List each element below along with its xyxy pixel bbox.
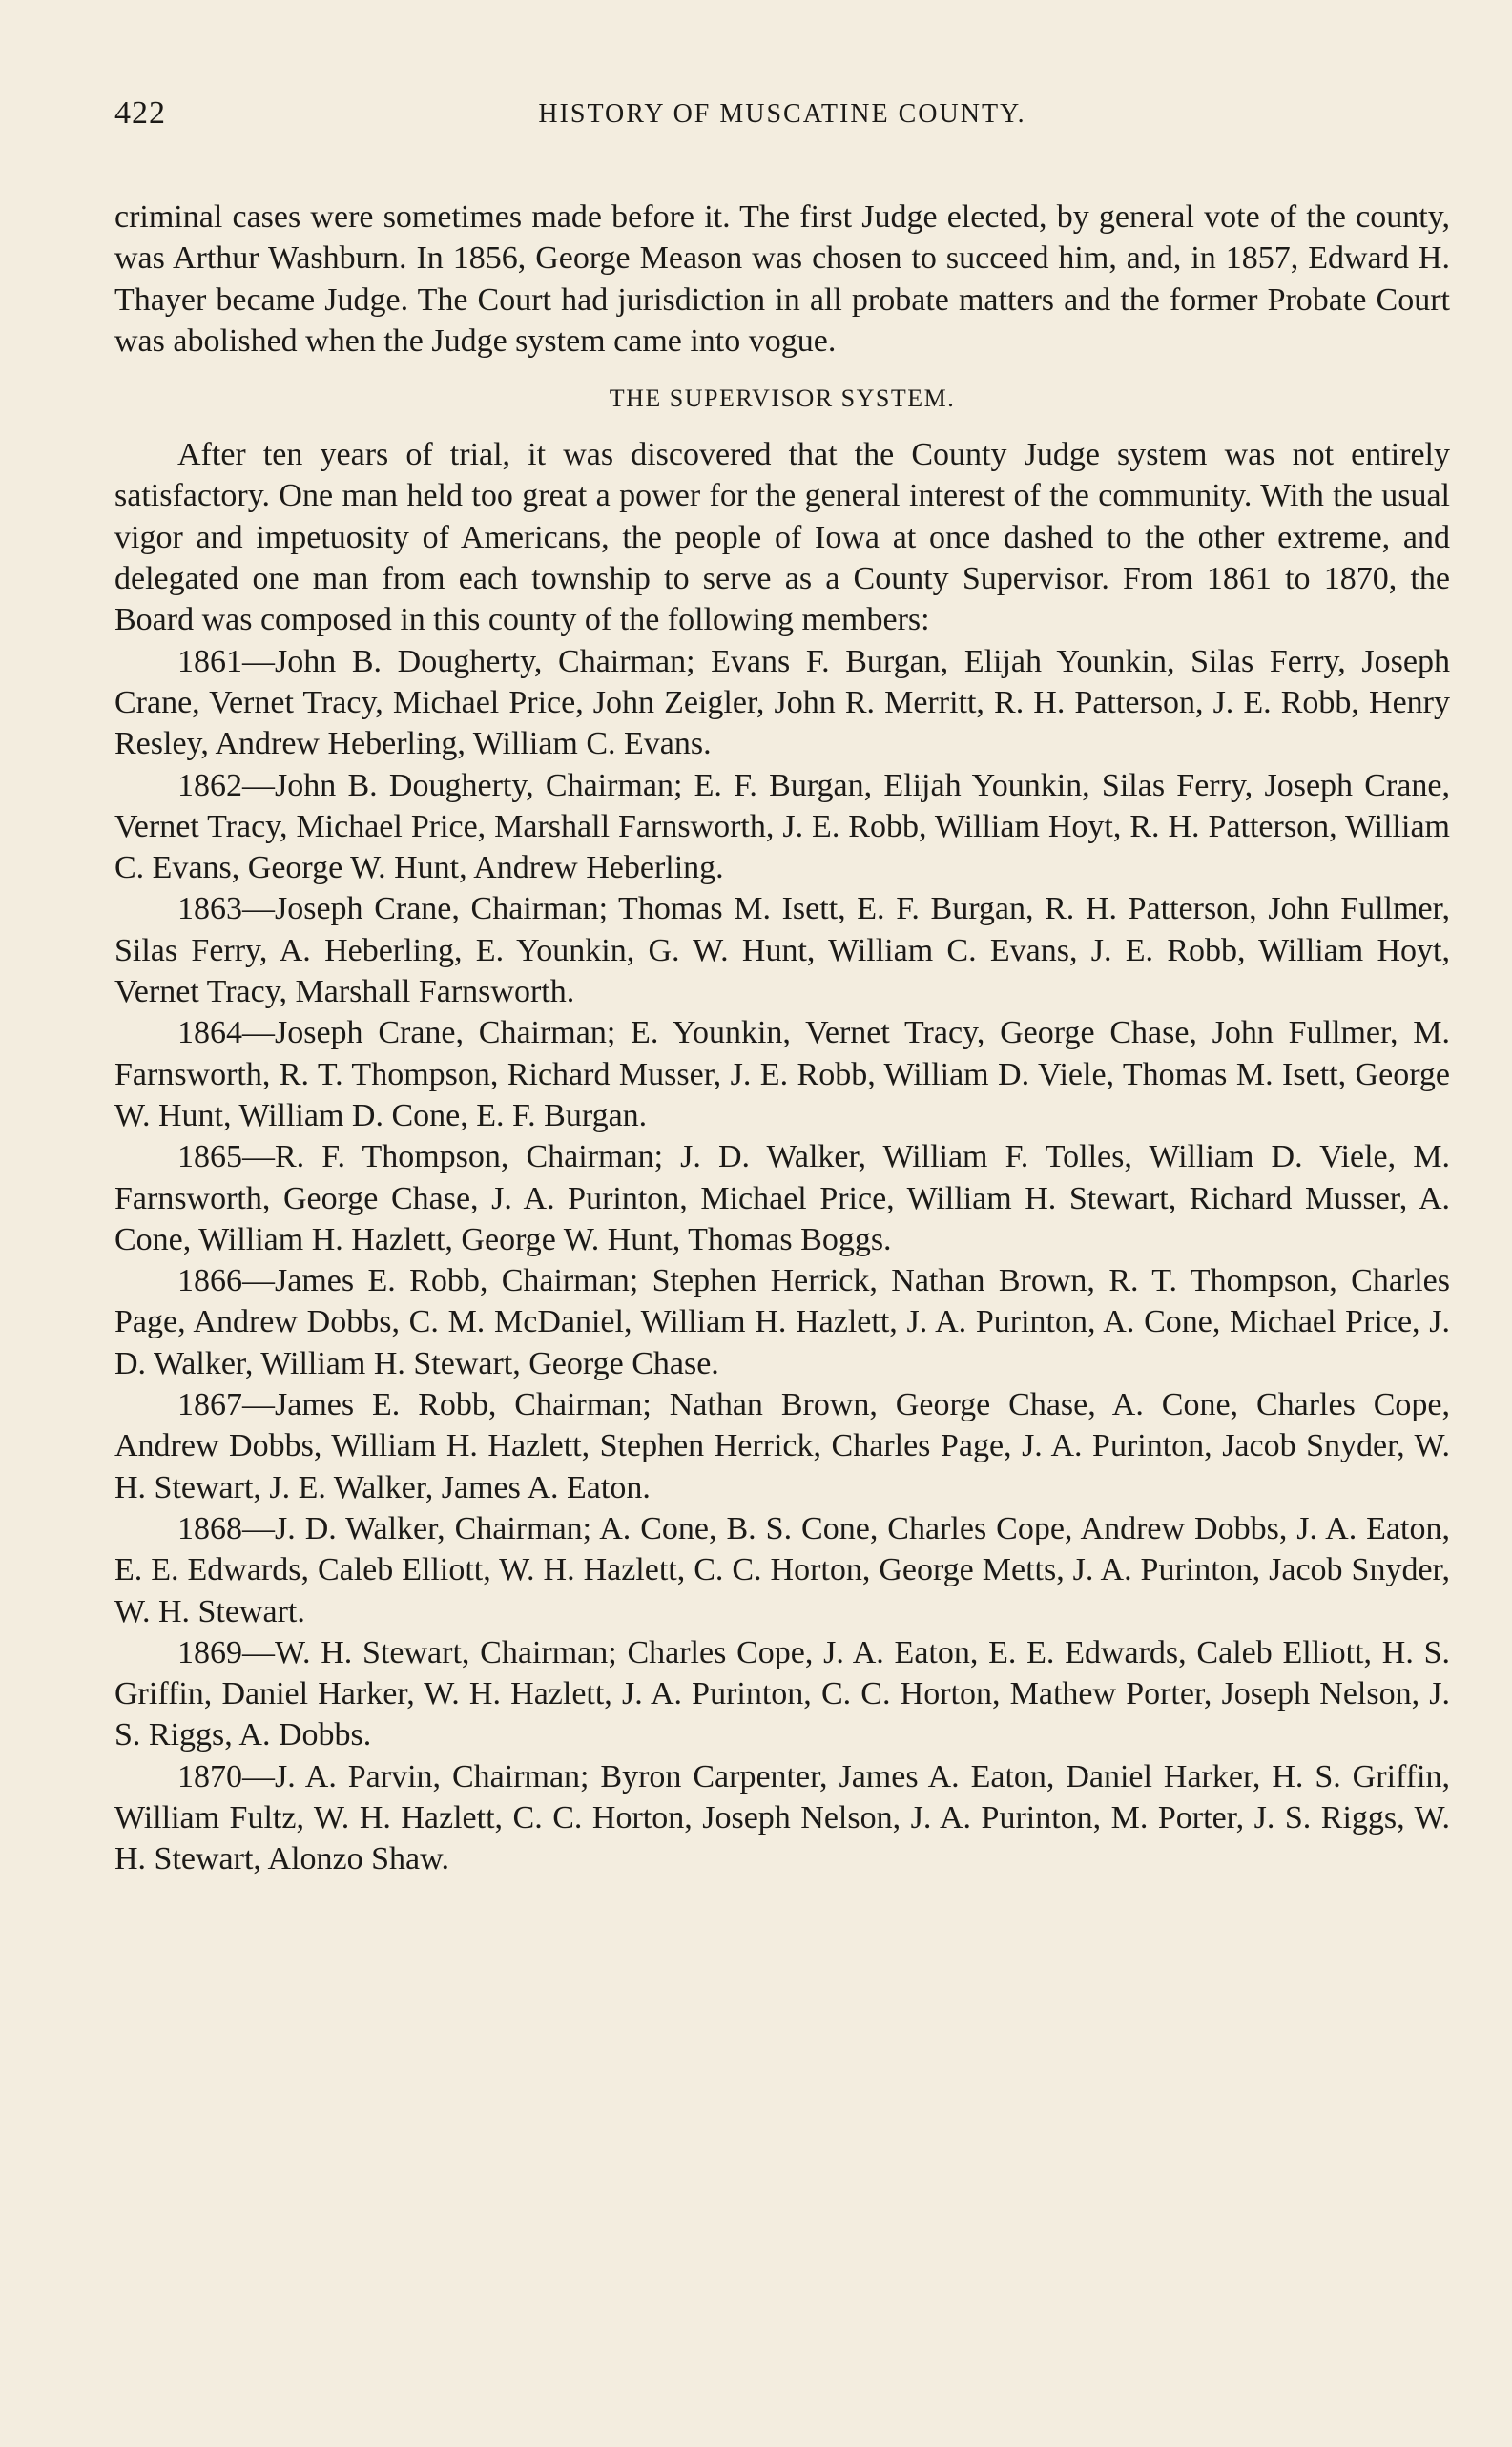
intro-paragraph: criminal cases were sometimes made before it. The first Judge elected, by general vote of the county, was Arthur Washburn. In 1856, George Meason was chosen to succeed him, and, in 1857, Edward H. Thayer became Judge. The Court had jurisdiction in all probate matters and the former Probate Court was abolished when the Judge system came into vogue.: [114, 199, 1450, 359]
year-entry-1869: 1869—W. H. Stewart, Chairman; Charles Cope, J. A. Eaton, E. E. Edwards, Caleb Elliott, H. S. Griffin, Daniel Harker, W. H. Hazlett, J. A. Purinton, C. C. Horton, Mathew Porter, Joseph Nelson, J. S. Riggs, A. Dobbs.: [114, 1634, 1450, 1753]
year-entry-1870: 1870—J. A. Parvin, Chairman; Byron Carpenter, James A. Eaton, Daniel Harker, H. S. Griffin, William Fultz, W. H. Hazlett, C. C. Horton, Joseph Nelson, J. A. Purinton, M. Porter, J. S. Riggs, W. H. Stewart, Alonzo Shaw.: [114, 1758, 1450, 1877]
year-entry-1861: 1861—John B. Dougherty, Chairman; Evans F. Burgan, Elijah Younkin, Silas Ferry, Joseph Crane, Vernet Tracy, Michael Price, John Zeigler, John R. Merritt, R. H. Patterson, J. E. Robb, Henry Resley, Andrew Heberling, William C. Evans.: [114, 643, 1450, 762]
book-title: HISTORY OF MUSCATINE COUNTY.: [538, 99, 1026, 129]
book-page: [114, 95, 1450, 2385]
year-entry-1867: 1867—James E. Robb, Chairman; Nathan Brown, George Chase, A. Cone, Charles Cope, Andrew Dobbs, William H. Hazlett, Stephen Herrick, Charles Page, J. A. Purinton, Jacob Snyder, W. H. Stewart, J. E. Walker, James A. Eaton.: [114, 1387, 1450, 1505]
running-head: [114, 95, 1450, 143]
page-number: 422: [114, 95, 166, 131]
year-entry-1868: 1868—J. D. Walker, Chairman; A. Cone, B. S. Cone, Charles Cope, Andrew Dobbs, J. A. Eaton, E. E. Edwards, Caleb Elliott, W. H. Hazlett, C. C. Horton, George Metts, J. A. Purinton, Jacob Snyder, W. H. Stewart.: [114, 1510, 1450, 1629]
year-entry-1862: 1862—John B. Dougherty, Chairman; E. F. Burgan, Elijah Younkin, Silas Ferry, Joseph Crane, Vernet Tracy, Michael Price, Marshall Farnsworth, J. E. Robb, William Hoyt, R. H. Patterson, William C. Evans, George W. Hunt, Andrew Heberling.: [114, 767, 1450, 886]
year-entry-1864: 1864—Joseph Crane, Chairman; E. Younkin, Vernet Tracy, George Chase, John Fullmer, M. Farnsworth, R. T. Thompson, Richard Musser, J. E. Robb, William D. Viele, Thomas M. Isett, George W. Hunt, William D. Cone, E. F. Burgan.: [114, 1015, 1450, 1133]
body-text: [114, 197, 1450, 1880]
section-heading: THE SUPERVISOR SYSTEM.: [609, 384, 956, 413]
year-entry-1866: 1866—James E. Robb, Chairman; Stephen Herrick, Nathan Brown, R. T. Thompson, Charles Page, Andrew Dobbs, C. M. McDaniel, William H. Hazlett, J. A. Purinton, A. Cone, Michael Price, J. D. Walker, William H. Stewart, George Chase.: [114, 1263, 1450, 1381]
year-entry-1865: 1865—R. F. Thompson, Chairman; J. D. Walker, William F. Tolles, William D. Viele, M. Farnsworth, George Chase, J. A. Purinton, Michael Price, William H. Stewart, Richard Musser, A. Cone, William H. Hazlett, George W. Hunt, Thomas Boggs.: [114, 1139, 1450, 1257]
section-paragraph: After ten years of trial, it was discovered that the County Judge system was not entirely satisfactory. One man held too great a power for the general interest of the community. With the usual vigor and impetuosity of Americans, the people of Iowa at once dashed to the other extreme, and delegated one man from each township to serve as a County Supervisor. From 1861 to 1870, the Board was composed in this county of the following members:: [114, 437, 1450, 638]
year-entry-1863: 1863—Joseph Crane, Chairman; Thomas M. Isett, E. F. Burgan, R. H. Patterson, John Fullmer, Silas Ferry, A. Heberling, E. Younkin, G. W. Hunt, William C. Evans, J. E. Robb, William Hoyt, Vernet Tracy, Marshall Farnsworth.: [114, 891, 1450, 1010]
